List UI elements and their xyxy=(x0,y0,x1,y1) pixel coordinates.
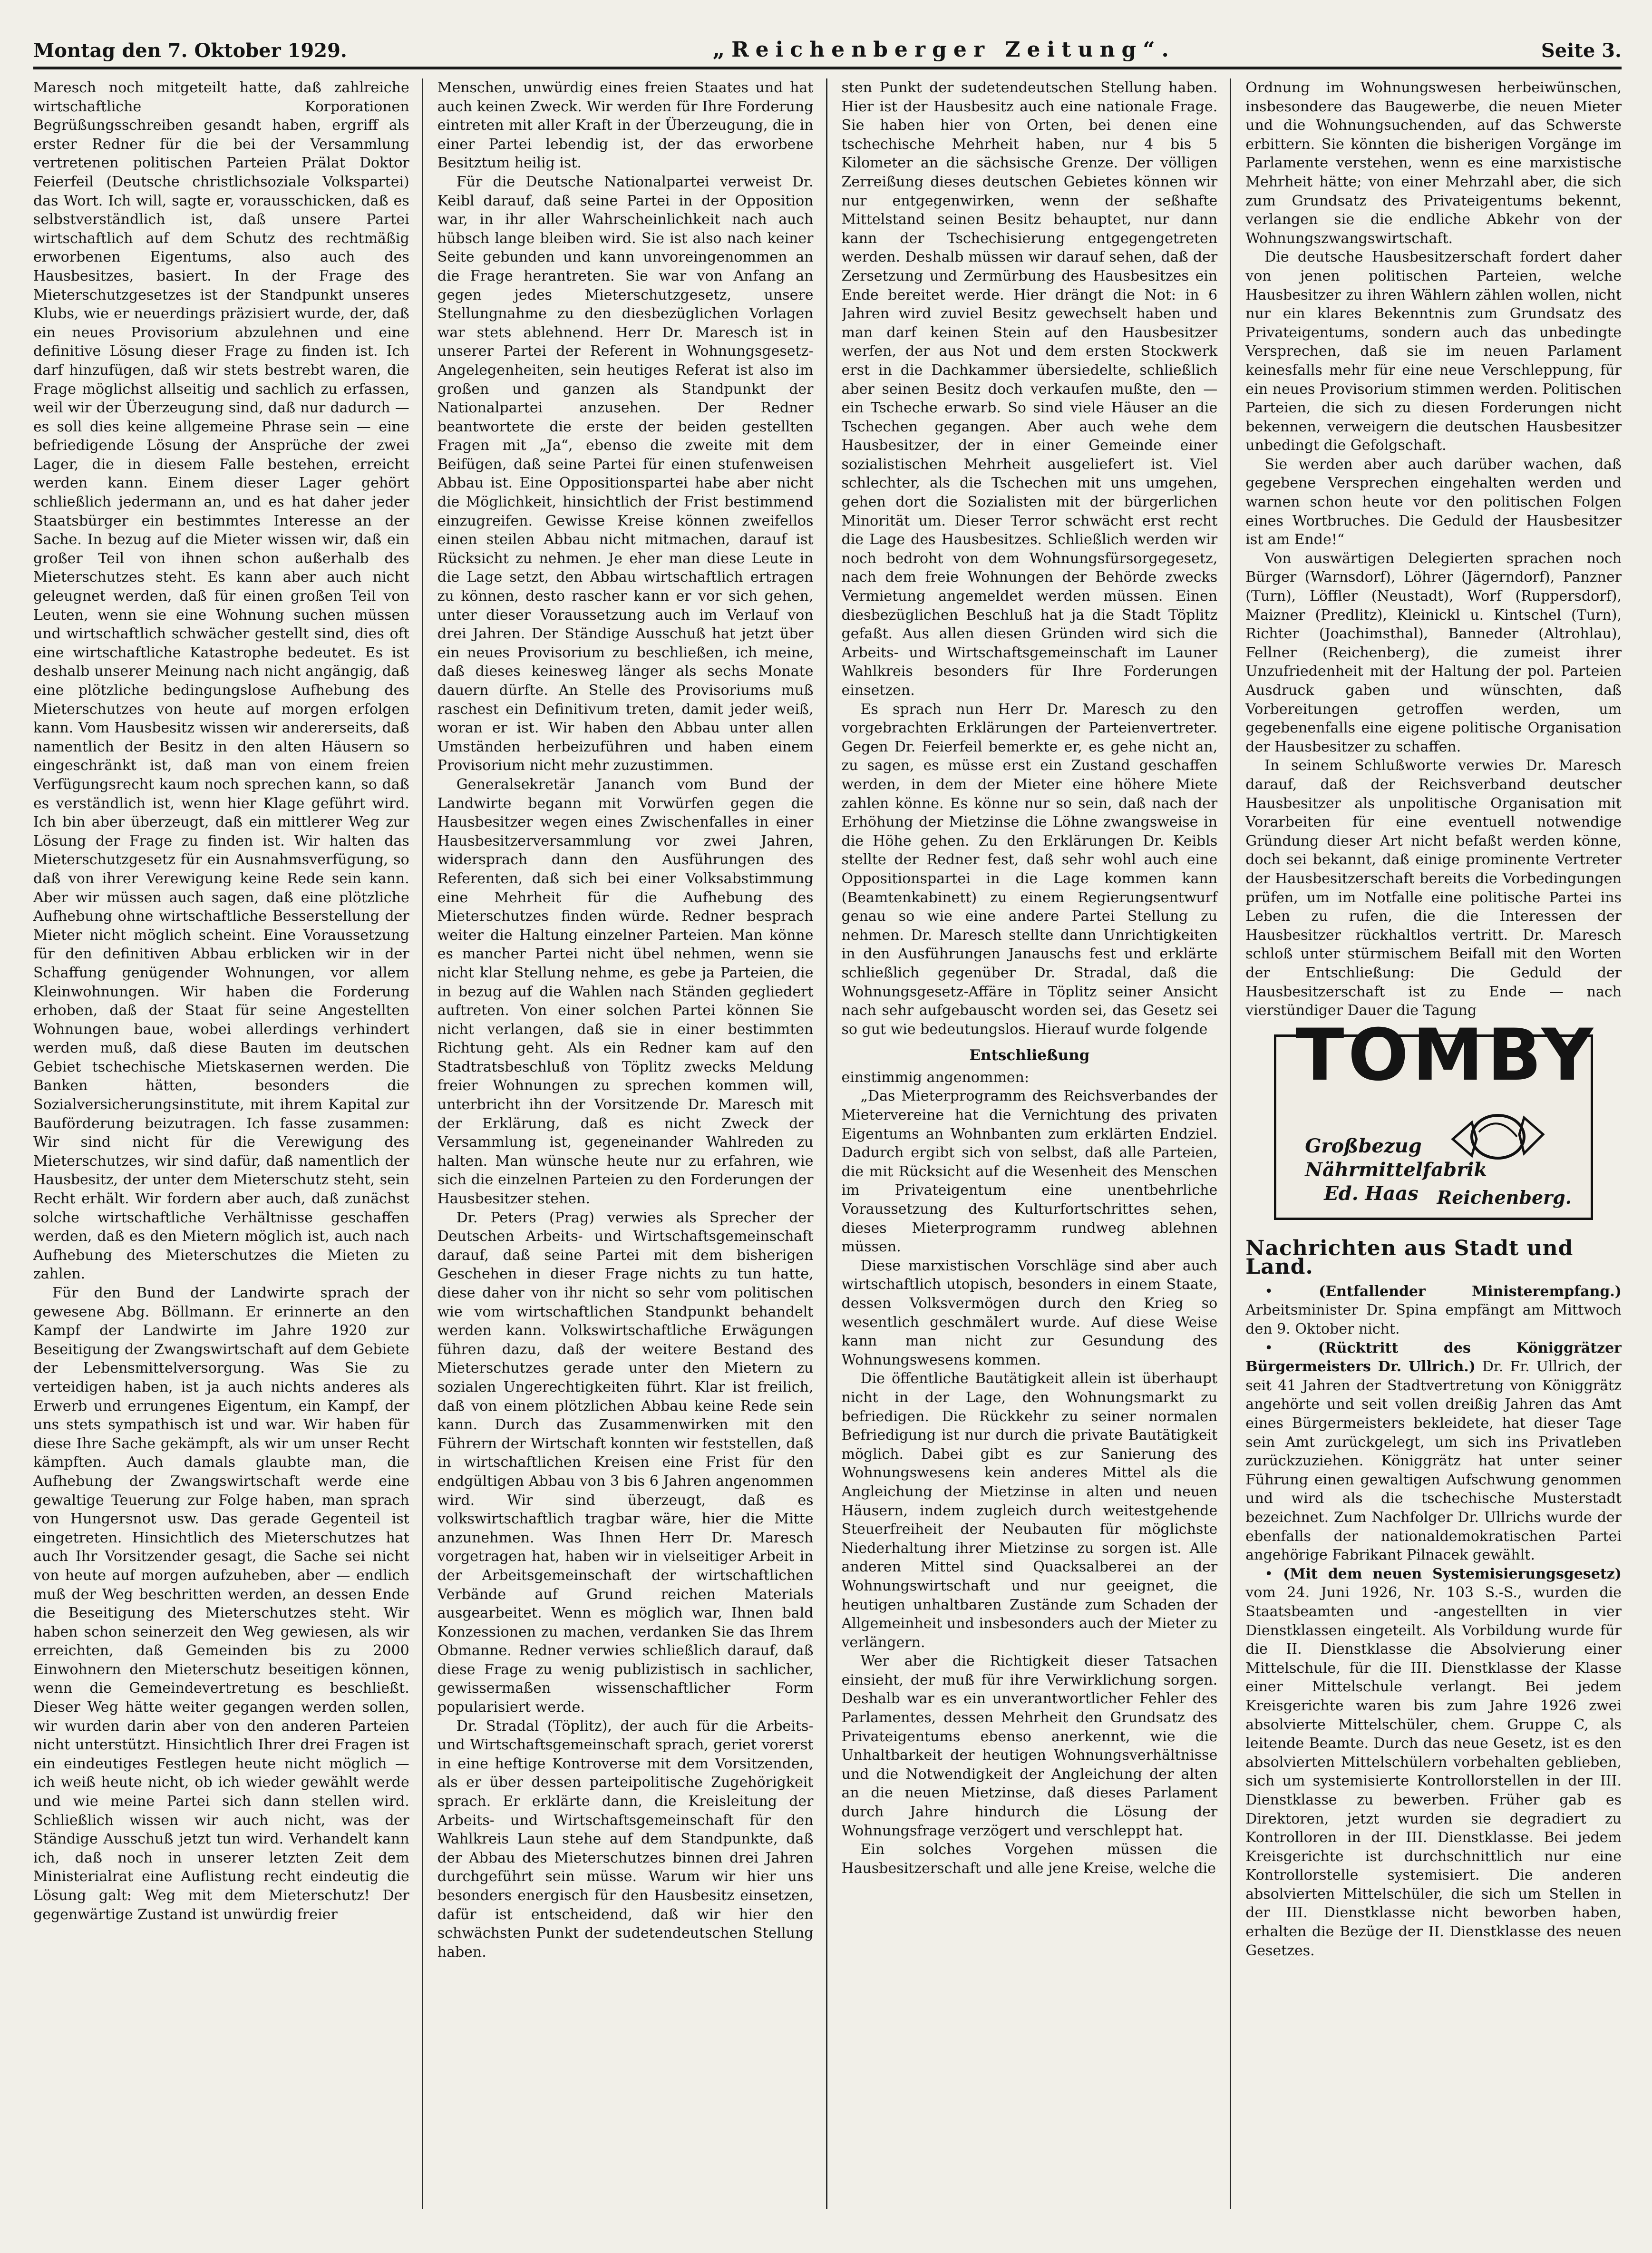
col3-paragraph: Ein solches Vorgehen müssen die Hausbesitzerschaft und alle jene Kreise, welche die xyxy=(841,1841,1218,1877)
newspaper-masthead: „Reichenberger Zeitung“. xyxy=(712,38,1176,62)
header-rule xyxy=(33,67,1622,69)
news-item-title: (Rücktritt des Königgrätzer Bürgermeisters Dr. Ullrich.) xyxy=(1245,1339,1622,1375)
col3-paragraph: Wer aber die Richtigkeit dieser Tatsachen einsieht, der muß für ihre Verwirklichung sorgen. Deshalb war es ein unverantwortlicher Fehler des Parlamentes, dessen Mehrheit den Grundsatz des Privateigentums ebenso anerkennt, wie die Unhaltbarkeit der heutigen Wohnungsverhältnisse und die Notwendigkeit der Angleichung der alten an die neuen Mietzinse, daß dieses Parlament durch Jahre hindurch die Lösung der Wohnungsfrage verzögert und verschleppt hat. xyxy=(841,1653,1218,1839)
ad-brand: TOMBY xyxy=(1295,1014,1597,1097)
col3-paragraph: sten Punkt der sudetendeutschen Stellung haben. Hier ist der Hausbesitz auch eine nationale Frage. Sie haben hier von Orten, bei denen eine tschechische Mehrheit haben, nur 4 bis 5 Kilometer an die sächsische Grenze. Der völligen Zerreißung dieses deutschen Gebietes können wir nur entgegenwirken, wenn der seßhafte Mittelstand seinen Besitz behauptet, nur dann kann der Tschechisierung entgegengetreten werden. Deshalb müssen wir darauf sehen, daß der Zersetzung und Zermürbung des Hausbesitzes ein Ende bereitet werde. Hier drängt die Not: in 6 Jahren wird zuviel Besitz gewechselt haben und man darf keinen Stein auf den Hausbesitzer werfen, der aus Not und dem ersten Stockwerk erst in die Dachkammer übersiedelte, schließlich aber seinen Besitz doch verkaufen mußte, den — ein Tscheche erwarb. So sind viele Häuser an die Tschechen gegangen. Aber auch wehe dem Hausbesitzer, der in einer Gemeinde einer sozialistischen Mehrheit ausgeliefert ist. Viel schlechter, als die Tschechen mit uns umgehen, gehen dort die Sozialisten mit der bürgerlichen Minorität um. Dieser Terror schwächt erst recht die Lage des Hausbesitzes. Schließlich werden wir noch bedroht von dem Wohnungsfürsorgegesetz, nach dem freie Wohnungen der Behörde zwecks Vermietung angemeldet werden müssen. Einen diesbezüglichen Beschluß hat ja die Stadt Töplitz gefaßt. Aus allen diesen Gründen wird sich die Arbeits- und Wirtschaftsgemeinschaft im Launer Wahlkreis besonders für Ihre Forderungen einsetzen. xyxy=(841,79,1218,699)
col1-paragraph: Maresch noch mitgeteilt hatte, daß zahlreiche wirtschaftliche Korporationen Begrüßungsschreiben gesandt haben, ergriff als erster Redner für die bei der Versammlung vertretenen politischen Parteien Prälat Doktor Feierfeil (Deutsche christlichsoziale Volkspartei) das Wort. Ich will, sagte er, vorausschicken, daß es selbstverständlich ist, daß unsere Partei wirtschaftlich auf dem Schutz des rechtmäßig erworbenen Eigentums, also auch des Hausbesitzes, basiert. In der Frage des Mieterschutzgesetzes ist der Standpunkt unseres Klubs, wie er neuerdings präzisiert wurde, der, daß ein neues Provisorium abzulehnen und eine definitive Lösung dieser Frage zu finden ist. Ich darf hinzufügen, daß wir stets bestrebt waren, die Frage möglichst allseitig und sachlich zu erfassen, weil wir der Überzeugung sind, daß nur dadurch — es soll dies keine allgemeine Phrase sein — eine befriedigende Lösung der Ansprüche der zwei Lager, die in diesem Falle bestehen, erreicht werden kann. Einem dieser Lager gehört schließlich jedermann an, und es hat daher jeder Staatsbürger ein bestimmtes Interesse an der Sache. In bezug auf die Mieter wissen wir, daß ein großer Teil von ihnen schon außerhalb des Mieterschutzes steht. Es kann aber auch nicht geleugnet werden, daß für einen großen Teil von Leuten, wenn sie eine Wohnung suchen müssen und wirtschaftlich schwächer gestellt sind, dies oft eine wirtschaftliche Katastrophe bedeutet. Es ist deshalb unserer Meinung nach nicht angängig, daß eine plötzliche bedingungslose Aufhebung des Mieterschutzes von heute auf morgen erfolgen kann. Vom Hausbesitz wissen wir andererseits, daß namentlich der Besitz in den alten Häusern so eingeschränkt ist, daß man von einem freien Verfügungsrecht kaum noch sprechen kann, so daß es verständlich ist, wenn hier Klage geführt wird. Ich bin aber überzeugt, daß ein mittlerer Weg zur Lösung der Frage zu finden ist. Wir halten das Mieterschutzgesetz für ein Ausnahmsverfügung, so daß von ihrer Verewigung keine Rede sein kann. Aber wir müssen auch sagen, daß eine plötzliche Aufhebung ohne wirtschaftliche Besserstellung der Mieter nicht möglich scheint. Eine Voraussetzung für den definitiven Abbau erblicken wir in der Schaffung genügender Wohnungen, vor allem Kleinwohnungen. Wir haben die Forderung erhoben, daß der Staat für seine Angestellten Wohnungen baue, wobei allerdings verhindert werden muß, daß diese Bauten im deutschen Gebiet tschechische Mietskasernen werden. Die Banken hätten, besonders die Sozialversicherungsinstitute, mit ihrem Kapital zur Bauförderung beizutragen. Ich fasse zusammen: Wir sind nicht für die Verewigung des Mieterschutzes, wir sind dafür, daß namentlich der Hausbesitz, der unter dem Mieterschutz steht, sein Recht erhält. Wir fordern aber auch, daß zunächst solche wirtschaftliche Verhältnisse geschaffen werden, daß es den Mietern möglich ist, auch nach Aufhebung des Mieterschutzes die Mieten zu zahlen. xyxy=(33,79,409,1283)
col1-paragraph: Für den Bund der Landwirte sprach der gewesene Abg. Böllmann. Er erinnerte an den Kampf der Landwirte im Jahre 1920 zur Beseitigung der Zwangswirtschaft auf dem Gebiete der Lebensmittelversorgung. Was Sie zu verteidigen haben, ist ja auch nichts anderes als Erwerb und errungenes Eigentum, ein Kampf, der uns stets sympathisch ist und war. Wir haben für diese Ihre Sache gekämpft, als wir um unser Recht kämpften. Auch damals glaubte man, die Aufhebung der Zwangswirtschaft werde eine gewaltige Teuerung zur Folge haben, man sprach von Hungersnot usw. Das gerade Gegenteil ist eingetreten. Hinsichtlich des Mieterschutzes hat auch Ihr Vorsitzender gesagt, die Sache sei nicht von heute auf morgen aufzuheben, aber — endlich muß der Weg beschritten werden, an dessen Ende die Beseitigung des Mieterschutzes steht. Wir haben schon seinerzeit den Weg gewiesen, als wir erreichten, daß Gemeinden bis zu 2000 Einwohnern den Mieterschutz beseitigen können, wenn die Gemeindevertretung es beschließt. Dieser Weg hätte weiter gegangen werden sollen, wir wurden darin aber von den anderen Parteien nicht unterstützt. Hinsichtlich Ihrer drei Fragen ist ein eindeutiges Festlegen heute nicht möglich — ich weiß heute nicht, ob ich wieder gewählt werde und wie meine Partei sich dann stellen wird. Schließlich wissen wir auch nicht, was der Ständige Ausschuß jetzt tun wird. Verhandelt kann ich, daß noch in unserer letzten Zeit dem Ministerialrat eine Auflistung recht eindeutig die Lösung galt: Weg mit dem Mieterschutz! Der gegenwärtige Zustand ist unwürdig freier xyxy=(33,1285,409,1923)
news-item: • (Entfallender Ministerempfang.) Arbeitsminister Dr. Spina empfängt am Mittwoch den 9. Oktober nicht. xyxy=(1245,1283,1622,1338)
col4-paragraph: In seinem Schlußworte verwies Dr. Maresch darauf, daß der Reichsverband deutscher Hausbesitzer als unpolitische Organisation mit Vorarbeiten für eine eventuell notwendige Gründung dieser Art nicht befaßt werden könne, doch sei bekannt, daß einige prominente Vertreter der Hausbesitzerschaft bereits die Vorbedingungen prüfen, um im Notfalle eine politische Partei ins Leben zu rufen, die die Interessen der Hausbesitzer rückhaltlos vertritt. Dr. Maresch schloß unter stürmischem Beifall mit den Worten der Entschließung: Die Geduld der Hausbesitzerschaft ist zu Ende — nach vierstündiger Dauer die Tagung xyxy=(1245,757,1622,1019)
ad-line-grossbezug: Großbezug xyxy=(1305,1134,1422,1157)
page-header xyxy=(33,29,1622,62)
col4-paragraph: Sie werden aber auch darüber wachen, daß gegebene Versprechen eingehalten werden und warnen schon heute vor den politischen Folgen eines Wortbruches. Die Geduld der Hausbesitzer ist am Ende!“ xyxy=(1245,456,1622,548)
news-item-body: Arbeitsminister Dr. Spina empfängt am Mittwoch den 9. Oktober nicht. xyxy=(1245,1302,1622,1338)
news-item-title: (Mit dem neuen Systemisierungsgesetz) xyxy=(1283,1565,1622,1582)
col2-paragraph: Dr. Peters (Prag) verwies als Sprecher der Deutschen Arbeits- und Wirtschaftsgemeinschaft darauf, daß seine Partei mit dem bisherigen Geschehen in dieser Frage nichts zu tun hatte, diese daher von ihr nicht so sehr vom politischen wie vom wirtschaftlichen Standpunkt behandelt werden kann. Volkswirtschaftliche Erwägungen führen dazu, daß der weitere Bestand des Mieterschutzes gerade unter den Mietern zu sozialen Ungerechtigkeiten führt. Klar ist freilich, daß von einem plötzlichen Abbau keine Rede sein kann. Durch das Zusammenwirken mit den Führern der Wirtschaft konnten wir feststellen, daß in wirtschaftlichen Kreisen eine Frist für den endgültigen Abbau von 3 bis 6 Jahren angenommen wird. Wir sind überzeugt, daß es volkswirtschaftlich tragbar wäre, hier die Mitte anzunehmen. Was Ihnen Herr Dr. Maresch vorgetragen hat, haben wir in vielseitiger Arbeit in der Arbeitsgemeinschaft der wirtschaftlichen Verbände auf Grund reichen Materials ausgearbeitet. Wenn es möglich war, Ihnen bald Konzessionen zu machen, verdanken Sie das Ihrem Obmanne. Redner verwies schließlich darauf, daß diese Frage zu wenig publizistisch in sachlicher, gewissermaßen wissenschaftlicher Form popularisiert werde. xyxy=(437,1209,814,1716)
news-item-title: (Entfallender Ministerempfang.) xyxy=(1319,1283,1622,1300)
page-number: Seite 3. xyxy=(1541,39,1622,62)
news-item-body: Dr. Fr. Ullrich, der seit 41 Jahren der Stadtvertretung von Königgrätz angehörte und seit vollen dreißig Jahren das Amt eines Bürgermeisters bekleidete, hat dieser Tage sein Amt zurückgelegt, um sich ins Privatleben zurückzuziehen. Königgrätz hat unter seiner Führung einen gewaltigen Aufschwung genommen und wird als die tschechische Musterstadt bezeichnet. Zum Nachfolger Dr. Ullrichs wurde der ebenfalls der nationaldemokratischen Partei angehörige Fabrikant Pilnacek gewählt. xyxy=(1245,1358,1622,1564)
col2-paragraph: Für die Deutsche Nationalpartei verweist Dr. Keibl darauf, daß seine Partei in der Opposition war, in ihr aller Wahrscheinlichkeit nach auch hübsch lange bleiben wird. Sie ist also nach keiner Seite gebunden und kann unvoreingenommen an die Frage herantreten. Sie war von Anfang an gegen jedes Mieterschutzgesetz, unsere Stellungnahme zu den diesbezüglichen Vorlagen war stets ablehnend. Herr Dr. Maresch ist in unserer Partei der Referent in Wohnungsgesetz-Angelegenheiten, sein heutiges Referat ist also im großen und ganzen als Standpunkt der Nationalpartei anzusehen. Der Redner beantwortete die erste der beiden gestellten Fragen mit „Ja“, ebenso die zweite mit dem Beifügen, daß seine Partei für einen stufenweisen Abbau ist. Eine Oppositionspartei habe aber nicht die Möglichkeit, hinsichtlich der Frist bestimmend einzugreifen. Gewisse Kreise können zweifellos einen steilen Abbau nicht mitmachen, darauf ist Rücksicht zu nehmen. Je eher man diese Leute in die Lage setzt, den Abbau wirtschaftlich ertragen zu können, desto rascher kann er vor sich gehen, unter dieser Voraussetzung auch im Verlauf von drei Jahren. Der Ständige Ausschuß hat jetzt über ein neues Provisorium zu beschließen, ich meine, daß dieses keinesweg länger als sechs Monate dauern dürfte. An Stelle des Provisoriums muß raschest ein Definitivum treten, damit jeder weiß, woran er ist. Wir haben den Abbau unter allen Umständen herbeizuführen und haben einem Provisorium nicht mehr zuzustimmen. xyxy=(437,173,814,774)
col3-paragraph: „Das Mieterprogramm des Reichsverbandes der Mietervereine hat die Vernichtung des privaten Eigentums an Wohnbanten zum erklärten Endziel. Dadurch ergibt sich von selbst, daß alle Parteien, die mit Rücksicht auf die Wesenheit des Menschen im Privateigentum eine unentbehrliche Voraussetzung des Kulturfortschrittes sehen, dieses Mieterprogramm rundweg ablehnen müssen. xyxy=(841,1088,1218,1256)
col4-paragraph: Von auswärtigen Delegierten sprachen noch Bürger (Warnsdorf), Löhrer (Jägerndorf), Panzner (Turn), Löffler (Neustadt), Worf (Ruppersdorf), Maizner (Predlitz), Kleinickl u. Kintschel (Turn), Richter (Joachimsthal), Banneder (Altrohlau), Fellner (Reichenberg), die zumeist ihrer Unzufriedenheit mit der Haltung der pol. Parteien Ausdruck gaben und wünschten, daß Vorbereitungen getroffen werden, um gegebenenfalls eine eigene politische Organisation der Hausbesitzer zu schaffen. xyxy=(1245,550,1622,755)
column-4 xyxy=(1245,78,1622,2209)
news-item: • (Mit dem neuen Systemisierungsgesetz) vom 24. Juni 1926, Nr. 103 S.-S., wurden die Staatsbeamten und -angestellten in vier Dienstklassen eingeteilt. Als Vorbildung wurde für die II. Dienstklasse die Absolvierung einer Mittelschule, für die III. Dienstklasse der Klasse einer Mittelschule verlangt. Bei jedem Kreisgerichte waren bis zum Jahre 1926 zwei absolvierte Mittelschüler, chem. Gruppe C, als leitende Beamte. Durch das neue Gesetz, ist es den absolvierten Mittelschülern vorbehalten geblieben, sich um systemisierte Kontrollorstellen in der III. Dienstklasse zu bewerben. Früher gab es Direktoren, jetzt wurden sie degradiert zu Kontrolloren in der III. Dienstklasse. Bei jedem Kreisgerichte ist durchschnittlich nur eine Kontrollorstelle systemisiert. Die anderen absolvierten Mittelschüler, die sich um Stellen in der III. Dienstklasse nicht beworben haben, erhalten die Bezüge der II. Dienstklasse des neuen Gesetzes. xyxy=(1245,1565,1622,1959)
article-columns xyxy=(33,78,1622,2209)
news-item: • (Rücktritt des Königgrätzer Bürgermeisters Dr. Ullrich.) Dr. Fr. Ullrich, der seit 41 Jahren der Stadtvertretung von Königgrätz angehörte und seit vollen dreißig Jahren das Amt eines Bürgermeisters bekleidete, hat dieser Tage sein Amt zurückgelegt, um sich ins Privatleben zurückzuziehen. Königgrätz hat unter seiner Führung einen gewaltigen Aufschwung genommen und wird als die tschechische Musterstadt bezeichnet. Zum Nachfolger Dr. Ullrichs wurde der ebenfalls der nationaldemokratischen Partei angehörige Fabrikant Pilnacek gewählt. xyxy=(1245,1339,1622,1564)
col3-paragraph: Diese marxistischen Vorschläge sind aber auch wirtschaftlich utopisch, besonders in einem Staate, dessen Volksvermögen durch den Krieg so wesentlich geschmälert wurde. Auf diese Weise kann man nicht zur Gesundung des Wohnungswesens kommen. xyxy=(841,1257,1218,1368)
column-2 xyxy=(437,78,827,2209)
col3-paragraph: einstimmig angenommen: xyxy=(841,1069,1030,1086)
col4-paragraph: Die deutsche Hausbesitzerschaft fordert daher von jenen politischen Parteien, welche Hausbesitzer zu ihren Wählern zählen wollen, nicht nur ein klares Bekenntnis zum Grundsatz des Privateigentums, sondern auch das unbedingte Versprechen, daß sie im neuen Parlament keinesfalls mehr für eine neue Verschleppung, für ein neues Provisorium stimmen werden. Politischen Parteien, die sich zu diesen Forderungen nicht bekennen, verweigern die deutschen Hausbesitzer unbedingt die Gefolgschaft. xyxy=(1245,249,1622,454)
section-title: Nachrichten aus Stadt und Land. xyxy=(1245,1236,1574,1279)
col2-paragraph: Generalsekretär Jananch vom Bund der Landwirte begann mit Vorwürfen gegen die Hausbesitzer wegen eines Zwischenfalles in einer Hausbesitzerversammlung vor zwei Jahren, widersprach dann den Ausführungen des Referenten, daß sich bei einer Volksabstimmung eine Mehrheit für die Aufhebung des Mieterschutzes finden würde. Redner besprach weiter die Haltung einzelner Parteien. Man könne es mancher Partei nicht übel nehmen, wenn sie nicht klar Stellung nehme, es gebe ja Parteien, die in bezug auf die Wahlen nach Ständen gegliedert auftreten. Von einer solchen Partei können Sie nicht verlangen, daß sie in einer bestimmten Richtung geht. Als ein Redner kam auf den Stadtratsbeschluß von Töplitz zwecks Meldung freier Wohnungen zu sprechen kommen will, unterbricht ihn der Vorsitzende Dr. Maresch mit der Erklärung, daß es nicht Zweck der Versammlung ist, gegeneinander Wahlreden zu halten. Man wünsche heute nur zu erfahren, wie sich die einzelnen Parteien zu den Forderungen der Hausbesitzer stehen. xyxy=(437,776,814,1208)
column-3 xyxy=(842,78,1232,2209)
news-item-body: vom 24. Juni 1926, Nr. 103 S.-S., wurden die Staatsbeamten und -angestellten in vier Dienstklassen eingeteilt. Als Vorbildung wurde für die II. Dienstklasse die Absolvierung einer Mittelschule, für die III. Dienstklasse der Klasse einer Mittelschule verlangt. Bei jedem Kreisgerichte waren bis zum Jahre 1926 zwei absolvierte Mittelschüler, chem. Gruppe C, als leitende Beamte. Durch das neue Gesetz, ist es den absolvierten Mittelschülern vorbehalten geblieben, sich um systemisierte Kontrollorstellen in der III. Dienstklasse zu bewerben. Früher gab es Direktoren, jetzt wurden sie degradiert zu Kontrolloren in der III. Dienstklasse. Bei jedem Kreisgerichte ist durchschnittlich nur eine Kontrollorstelle systemisiert. Die anderen absolvierten Mittelschüler, die sich um Stellen in der III. Dienstklasse nicht beworben haben, erhalten die Bezüge der II. Dienstklasse des neuen Gesetzes. xyxy=(1245,1584,1622,1959)
issue-date: Montag den 7. Oktober 1929. xyxy=(33,39,347,62)
ad-line-city: Reichenberg. xyxy=(1437,1186,1572,1208)
col4-paragraph: Ordnung im Wohnungswesen herbeiwünschen, insbesondere das Baugewerbe, die neuen Mieter und die Wohnungsuchenden, auf das Schwerste erbittern. Sie könnten die bisherigen Vorgänge im Parlamente verstehen, wenn es eine marxistische Mehrheit hätte; von einer Mehrzahl aber, die sich zum Grundsatz des Privateigentums bekennt, verlangen sie die endliche Abkehr von der Wohnungszwangswirtschaft. xyxy=(1245,79,1622,247)
col2-paragraph: Dr. Stradal (Töplitz), der auch für die Arbeits- und Wirtschaftsgemeinschaft sprach, geriet vorerst in eine heftige Kontroverse mit dem Vorsitzenden, als er über dessen parteipolitische Zugehörigkeit sprach. Er erklärte dann, die Kreisleitung der Arbeits- und Wirtschaftsgemeinschaft für den Wahlkreis Laun stehe auf dem Standpunkte, daß der Abbau des Mieterschutzes binnen drei Jahren durchgeführt sein müsse. Warum wir hier uns besonders energisch für den Hausbesitz einsetzen, dafür ist entscheidend, daß wir hier den schwächsten Punkt der sudetendeutschen Stellung haben. xyxy=(437,1717,814,1960)
ad-line-company: Ed. Haas xyxy=(1324,1182,1419,1205)
col2-paragraph: Menschen, unwürdig eines freien Staates und hat auch keinen Zweck. Wir werden für Ihre Forderung eintreten mit aller Kraft in der Überzeugung, die in einer Partei lebendig ist, der das erworbene Besitztum heilig ist. xyxy=(437,79,814,172)
ad-line-naehrmittelfabrik: Nährmittelfabrik xyxy=(1305,1158,1487,1181)
col3-paragraph: Es sprach nun Herr Dr. Maresch zu den vorgebrachten Erklärungen der Parteienvertreter. Gegen Dr. Feierfeil bemerkte er, es gehe nicht an, zu sagen, es müsse erst ein Zustand geschaffen werden, in dem der Mieter eine höhere Miete zahlen könne. Es könne nur so sein, daß nach der Erhöhung der Mietzinse die Löhne zwangsweise in die Höhe gehen. Zu den Erklärungen Dr. Keibls stellte der Redner fest, daß sehr wohl auch eine Oppositionspartei in die Lage kommen kann (Beamtenkabinett) zu einem Regierungsentwurf genau so wie eine andere Partei Stellung zu nehmen. Dr. Maresch stellte dann Unrichtigkeiten in den Ausführungen Janauschs fest und erklärte schließlich gegenüber Dr. Stradal, daß die Wohnungsgesetz-Affäre in Töplitz seiner Ansicht nach sehr aufgebauscht worden sei, das Gesetz sei so gut wie bedeutungslos. Hierauf wurde folgende xyxy=(841,701,1218,1038)
resolution-heading: Entschließung xyxy=(969,1047,1090,1064)
col3-paragraph: Die öffentliche Bautätigkeit allein ist überhaupt nicht in der Lage, den Wohnungsmarkt zu befriedigen. Die Rückkehr zu seiner normalen Befriedigung ist nur durch die private Bautätigkeit möglich. Dabei gibt es zur Sanierung des Wohnungswesens kein anderes Mittel als die Angleichung der Mietzinse in alten und neuen Häusern, indem zugleich durch weitestgehende Steuerfreiheit der Neubauten für möglichste Niederhaltung ihrer Mietzinse zu sorgen ist. Alle anderen Mittel sind Quacksalberei an der Wohnungswirtschaft und nur geeignet, die heutigen unhaltbaren Zustände zum Schaden der Allgemeinheit und insbesonders auch der Mieter zu verlängern. xyxy=(841,1370,1218,1651)
tomby-advertisement xyxy=(1274,1014,1597,1220)
column-1 xyxy=(33,78,423,2209)
